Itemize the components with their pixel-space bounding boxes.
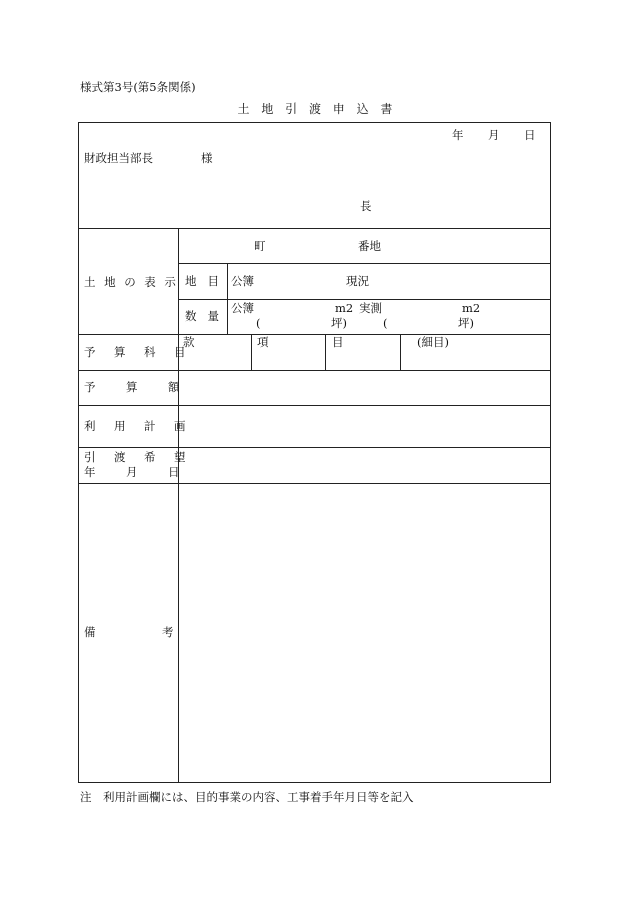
budget-item-label: 予算科目: [84, 345, 204, 359]
form-number: 様式第3号(第5条関係): [80, 80, 196, 94]
budget-kou: 項: [257, 335, 269, 349]
budget-kan: 款: [183, 335, 195, 349]
addressee-label: 財政担当部長: [84, 151, 153, 165]
qty-paren-open-actual: (: [383, 316, 388, 330]
town-label: 町: [254, 239, 266, 253]
row-divider-top: [78, 228, 551, 229]
addressee-suffix: 様: [201, 151, 213, 165]
land-label: [84, 275, 185, 289]
budget-divider-3: [400, 334, 401, 370]
date-month: 月: [488, 128, 500, 142]
chimoku-ledger: 公簿: [231, 274, 254, 288]
row-divider-delivery: [78, 483, 551, 484]
row-divider-budget-amount: [78, 405, 551, 406]
delivery-label-2: 年月日: [84, 465, 210, 479]
row-divider-budget-item: [78, 370, 551, 371]
qty-ledger: 公簿: [231, 301, 254, 315]
budget-divider-1: [251, 334, 252, 370]
date-year: 年: [452, 128, 464, 142]
applicant-suffix: 長: [360, 199, 372, 213]
budget-amount-label: 予算額: [84, 380, 210, 394]
usage-plan-label: 利用計画: [84, 419, 204, 433]
qty-tsubo-actual: 坪): [458, 316, 474, 330]
qty-m2-actual: m2: [462, 301, 481, 315]
budget-divider-2: [325, 334, 326, 370]
chimoku-actual: 現況: [346, 274, 369, 288]
row-divider-land: [78, 334, 551, 335]
remarks-label: 備考: [84, 625, 240, 639]
qty-m2-ledger: m2: [335, 301, 354, 315]
quantity-label: 数量: [185, 309, 230, 323]
row-divider-usage: [78, 447, 551, 448]
footer-note: 注 利用計画欄には、目的事業の内容、工事着手年月日等を記入: [80, 790, 414, 804]
qty-actual: 実測: [359, 301, 382, 315]
budget-saimoku: (細目): [417, 335, 449, 349]
banchi-label: 番地: [358, 239, 381, 253]
label-column-divider: [178, 228, 179, 783]
date-day: 日: [524, 128, 536, 142]
qty-tsubo-ledger: 坪): [331, 316, 347, 330]
land-label-text: 土地の表示: [84, 275, 185, 289]
budget-moku: 目: [332, 335, 344, 349]
chimoku-label: 地目: [185, 274, 230, 288]
qty-paren-open-ledger: (: [256, 316, 261, 330]
delivery-label-1: 引渡希望: [84, 450, 204, 464]
form-title: 土 地 引 渡 申 込 書: [237, 102, 393, 116]
row-divider-town: [178, 263, 551, 264]
row-divider-chimoku: [178, 299, 551, 300]
